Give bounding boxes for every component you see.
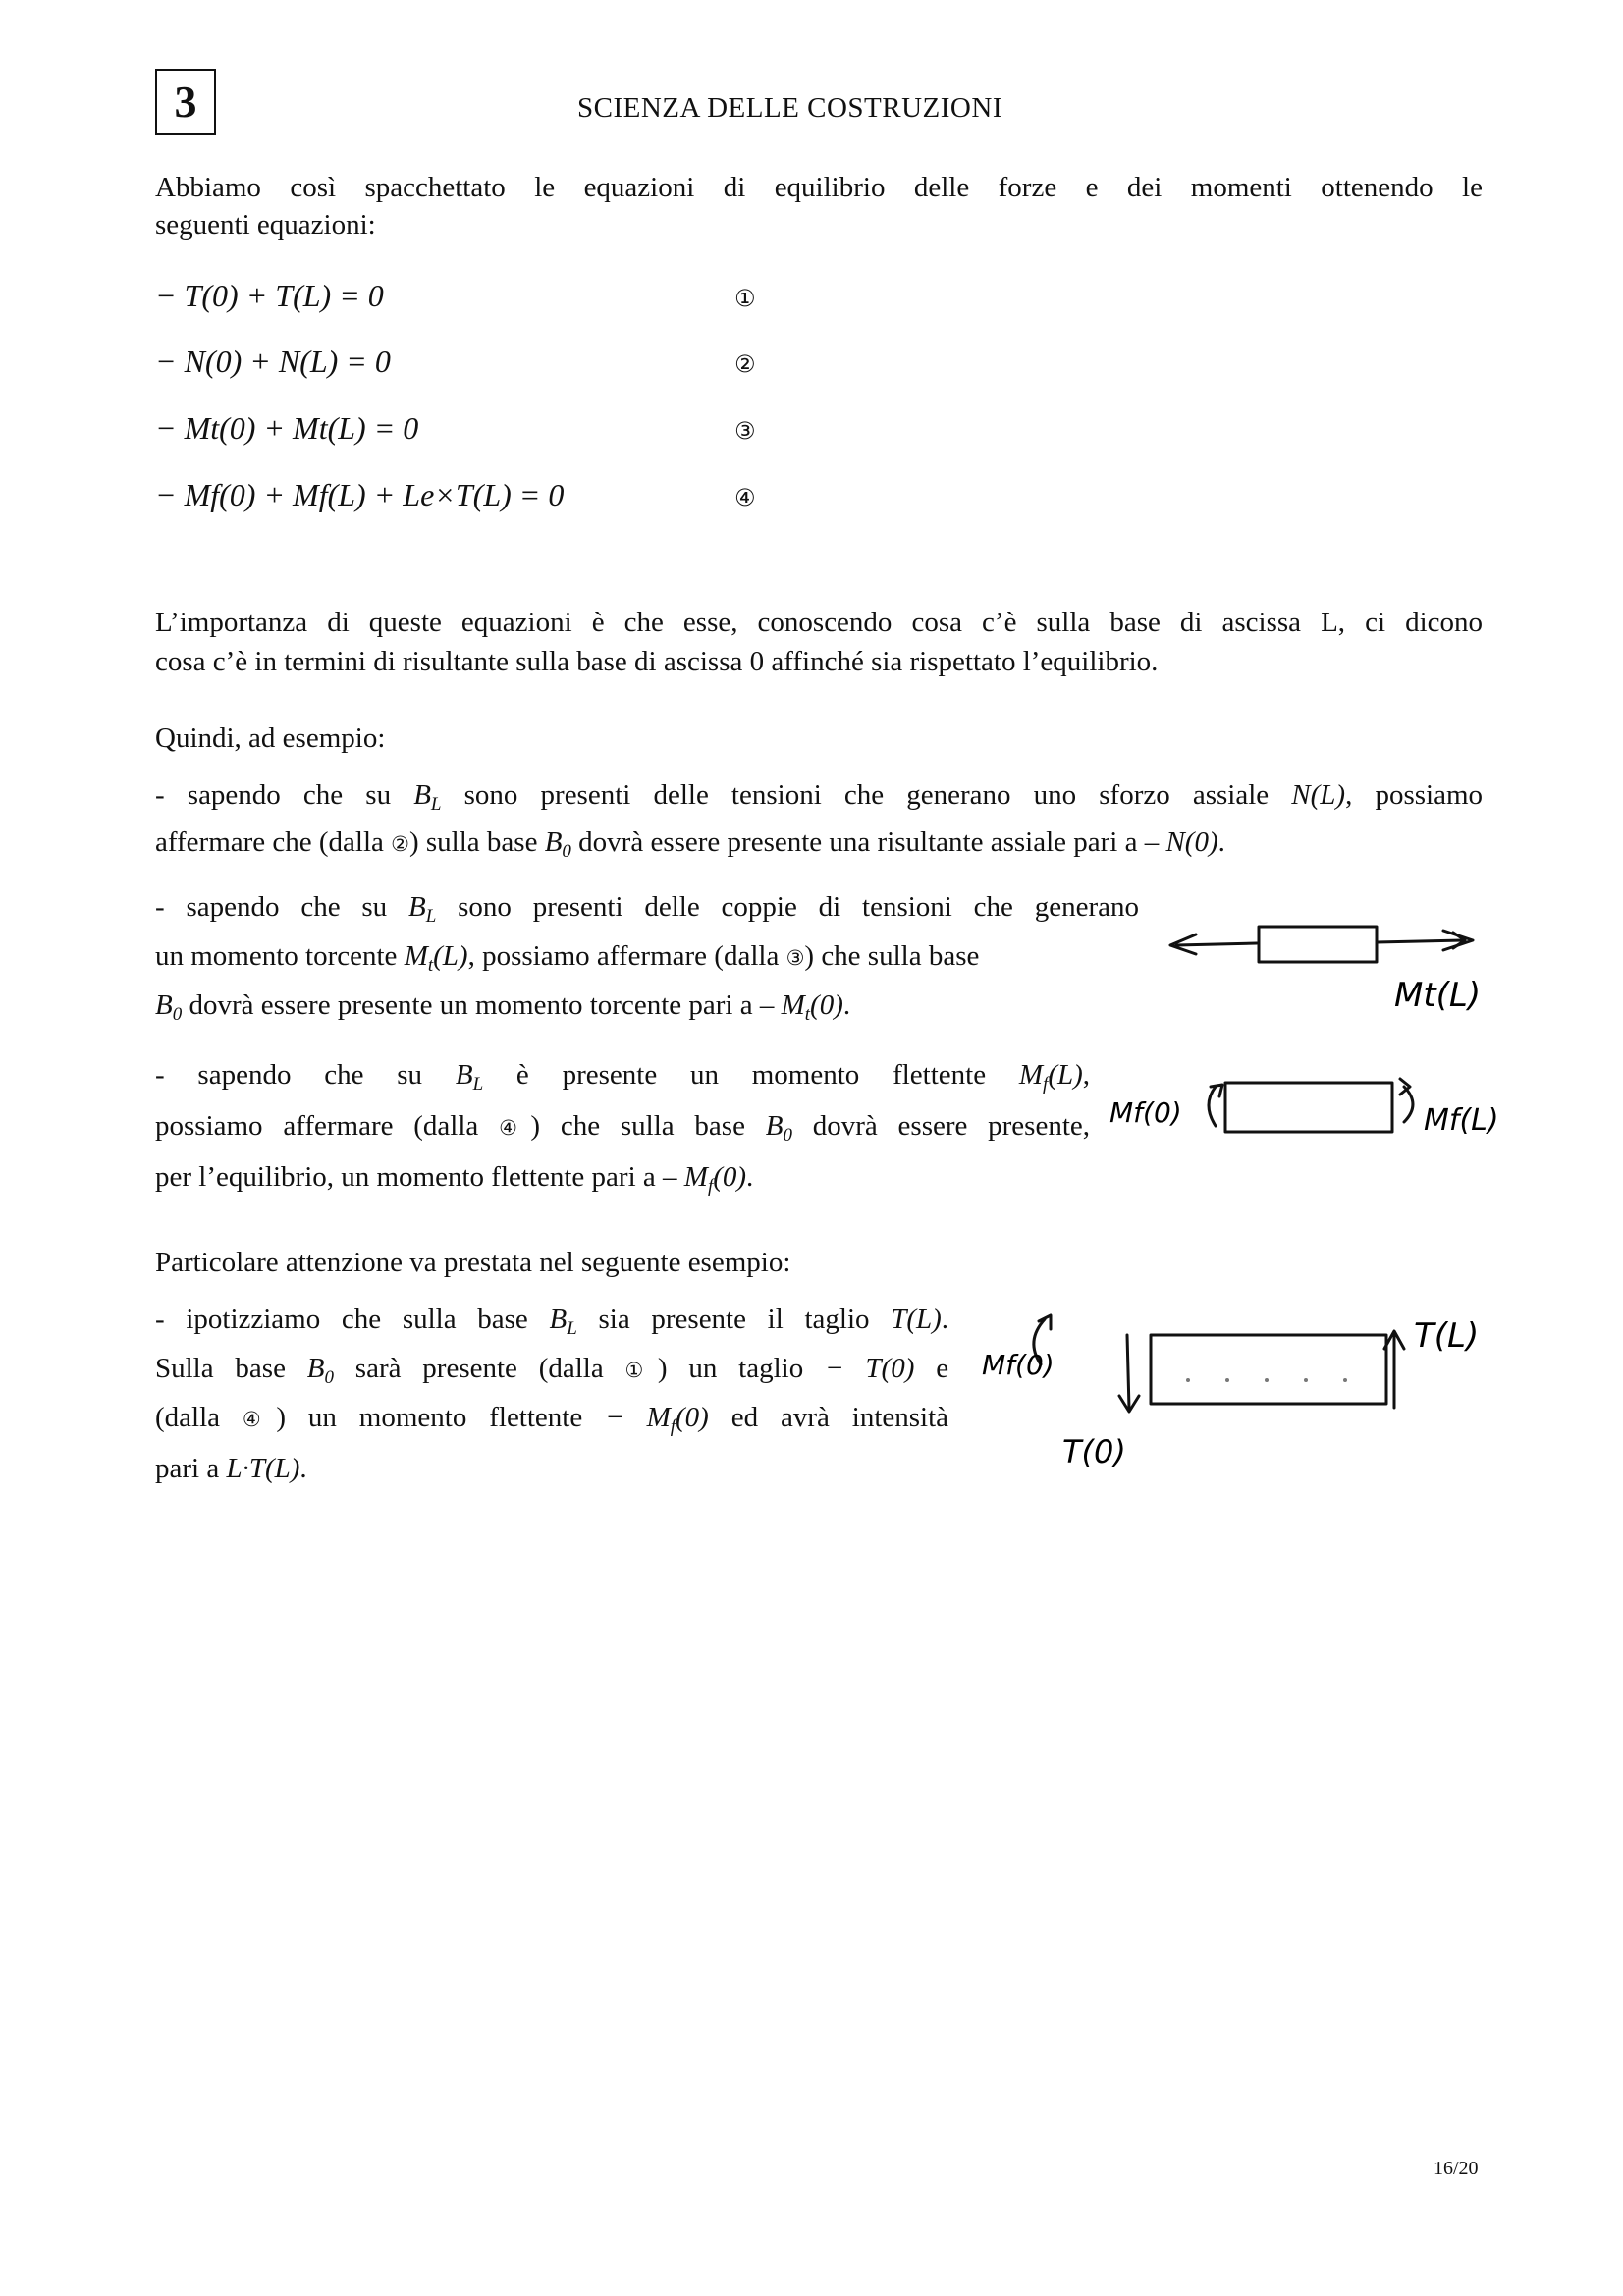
- ex1-text-b1: affermare che (dalla: [155, 827, 384, 858]
- ex2-text-c3: .: [842, 989, 851, 1021]
- ex3-text-b2: ) che sulla base: [530, 1110, 745, 1142]
- page-number: 16/20: [1434, 2158, 1479, 2179]
- example-3-line-2: [155, 1102, 1090, 1151]
- ex4-text-c3: ed avrà intensità: [730, 1402, 949, 1433]
- torsion-left-line: [1176, 943, 1257, 945]
- ex3-text-a1: - sapendo che su: [155, 1059, 423, 1091]
- ex1-text-b4: .: [1217, 827, 1225, 858]
- symbol-MfL: $M_f(L)$: [1018, 1059, 1083, 1095]
- symbol-minus-T0: − T(0): [825, 1353, 915, 1384]
- bending-sketch: [1109, 1065, 1522, 1163]
- symbol-B0: $B_0$: [544, 827, 571, 862]
- shear-left-moment-label: Mf(0): [982, 1349, 1055, 1381]
- symbol-L-T-L: L·T(L): [226, 1453, 300, 1484]
- ex2-text-a: - sapendo che su: [155, 891, 388, 923]
- ex3-text-c1: per l’equilibrio, un momento flettente pari a: [155, 1161, 656, 1193]
- example-4-line-2: [155, 1345, 948, 1394]
- quindi-line: Quindi, ad esempio:: [155, 722, 386, 754]
- ex3-text-a3: ,: [1082, 1059, 1091, 1091]
- example-4-line-4: [155, 1445, 307, 1492]
- ex4-text-c1: (dalla: [155, 1402, 221, 1433]
- ex2-text-c2: dovrà essere presente un momento torcente pari a: [189, 989, 753, 1021]
- example-1-line-1: [155, 772, 1483, 819]
- ex3-text-a2: è presente un momento flettente: [515, 1059, 987, 1091]
- example-2-line-2: [155, 933, 979, 982]
- ex2-text-b2: , possiamo affermare (dalla: [467, 940, 780, 972]
- torsion-sketch: [1149, 903, 1502, 1021]
- equation-3-number: ③: [734, 417, 756, 445]
- ex1-text-a1: - sapendo che su: [155, 779, 392, 811]
- example-2-line-1: [155, 883, 1139, 931]
- shear-left-force-line: [1127, 1335, 1129, 1409]
- torsion-beam: [1259, 927, 1377, 962]
- symbol-B0: $B_0$: [765, 1110, 792, 1146]
- equation-4-text: − Mf(0) + Mf(L) + Le×T(L) = 0: [155, 477, 565, 512]
- symbol-minus-Mf0: – $M_f(0)$: [663, 1161, 747, 1197]
- ref-eq-2: ②: [391, 832, 409, 856]
- shear-sketch: [982, 1286, 1512, 1492]
- importance-line-2: cosa c’è in termini di risultante sulla base di ascissa 0 affinché sia rispettato l’equilibrio.: [155, 646, 1159, 677]
- shear-beam: [1151, 1335, 1386, 1404]
- ex4-text-a1: - ipotizziamo che sulla base: [155, 1304, 528, 1335]
- ex3-text-c2: .: [746, 1161, 754, 1193]
- ref-eq-4: ④: [499, 1116, 531, 1140]
- example-1-line-2: [155, 819, 1225, 868]
- bending-left-label: Mf(0): [1109, 1096, 1182, 1129]
- symbol-TL: T(L): [891, 1304, 942, 1335]
- equation-1-number: ①: [734, 285, 756, 312]
- equation-1-text: − T(0) + T(L) = 0: [155, 278, 384, 313]
- ex3-text-b3: dovrà essere presente,: [812, 1110, 1091, 1142]
- symbol-minus-Mt0: – $M_t(0)$: [759, 989, 843, 1025]
- attention-line: Particolare attenzione va prestata nel seguente esempio:: [155, 1247, 791, 1278]
- ex4-text-b2: sarà presente (dalla: [354, 1353, 604, 1384]
- equation-1: [155, 278, 384, 314]
- example-3-line-3: [155, 1153, 753, 1201]
- ex4-text-b4: e: [936, 1353, 949, 1384]
- importance-line-1: L’importanza di queste equazioni è che esse, conoscendo cosa c’è sulla base di ascissa L, ci dicono: [155, 607, 1483, 638]
- example-3-line-1: [155, 1051, 1090, 1098]
- ex1-text-a3: , possiamo: [1345, 779, 1484, 811]
- equation-2-number: ②: [734, 350, 756, 378]
- ref-eq-4: ④: [242, 1408, 277, 1431]
- symbol-minus-Mf0: − $M_f(0)$: [605, 1402, 709, 1437]
- bending-right-label: Mf(L): [1424, 1103, 1499, 1138]
- ex4-text-c2: ) un momento flettente: [276, 1402, 583, 1433]
- equation-3: [155, 410, 418, 447]
- ex4-text-d2: .: [299, 1453, 307, 1484]
- ex3-text-b1: possiamo affermare (dalla: [155, 1110, 479, 1142]
- symbol-BL: $B_L$: [413, 779, 442, 815]
- equation-4-number: ④: [734, 484, 756, 511]
- ex1-text-b2: ) sulla base: [408, 827, 538, 858]
- torsion-right-line: [1377, 940, 1463, 942]
- ex4-text-a3: .: [941, 1304, 949, 1335]
- ex2-text-a2: sono presenti delle coppie di tensioni che generano: [458, 891, 1140, 923]
- bending-beam: [1225, 1083, 1392, 1132]
- page-header-title: SCIENZA DELLE COSTRUZIONI: [577, 92, 1002, 124]
- symbol-MtL: $M_t(L)$: [404, 940, 468, 976]
- intro-line-1: Abbiamo così spacchettato le equazioni di equilibrio delle forze e dei momenti ottenendo le: [155, 172, 1483, 203]
- equation-2: [155, 344, 391, 380]
- symbol-B0: $B_0$: [155, 989, 183, 1025]
- symbol-BL: $B_L$: [549, 1304, 577, 1339]
- ex1-text-a2: sono presenti delle tensioni che generano uno sforzo assiale: [463, 779, 1270, 811]
- symbol-BL: $B_L$: [455, 1059, 484, 1095]
- ref-eq-1: ①: [624, 1359, 658, 1382]
- ex1-text-b3: dovrà essere presente una risultante assiale pari a: [578, 827, 1138, 858]
- shear-right-force-label: T(L): [1414, 1316, 1480, 1356]
- shear-beam-dots: [1186, 1378, 1347, 1382]
- bending-left-moment-arc: [1209, 1087, 1216, 1126]
- ex4-text-a2: sia presente il taglio: [598, 1304, 870, 1335]
- symbol-NL: N(L): [1291, 779, 1346, 811]
- ex2-text-b1: un momento torcente: [155, 940, 398, 972]
- symbol-minus-N0: – N(0): [1144, 827, 1218, 858]
- equation-2-text: − N(0) + N(L) = 0: [155, 344, 391, 379]
- ex4-text-d1: pari a: [155, 1453, 220, 1484]
- symbol-BL: $B_L$: [408, 891, 437, 927]
- example-4-line-1: [155, 1296, 948, 1343]
- example-4-line-3: [155, 1394, 948, 1443]
- equation-4: [155, 477, 564, 513]
- ex2-text-b3: ) che sulla base: [804, 940, 980, 972]
- symbol-B0: $B_0$: [306, 1353, 334, 1388]
- ex4-text-b3: ) un taglio: [657, 1353, 804, 1384]
- ex4-text-b1: Sulla base: [155, 1353, 286, 1384]
- example-2-line-3: [155, 982, 850, 1029]
- intro-line-2: seguenti equazioni:: [155, 209, 376, 240]
- equation-3-text: − Mt(0) + Mt(L) = 0: [155, 410, 419, 446]
- shear-left-force-label: T(0): [1062, 1433, 1126, 1470]
- torsion-label: Mt(L): [1394, 976, 1482, 1015]
- ref-eq-3: ③: [785, 946, 805, 970]
- chapter-number-box: 3: [155, 69, 216, 135]
